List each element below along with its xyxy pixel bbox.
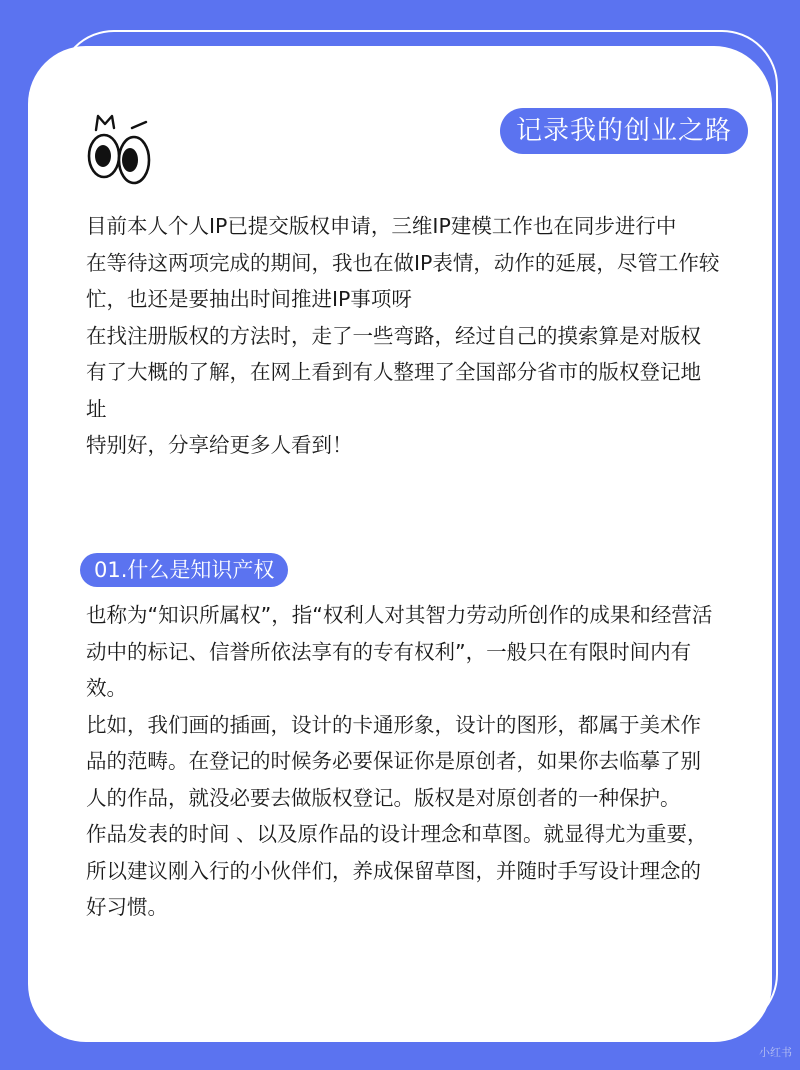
section-body-text [86,597,720,926]
section-heading-badge: 01.什么是知识产权 [80,553,288,587]
header-title-badge: 记录我的创业之路 [500,108,748,154]
section-paragraph: 也称为“知识所属权”，指“权利人对其智力劳动所创作的成果和经营活动中的标记、信誉所依法享有的专有权利”，一般只在有限时间内有效。 [86,603,713,700]
section-paragraph: 作品发表的时间 、以及原作品的设计理念和草图。就显得尤为重要，所以建议刚入行的小伙伴们，养成保留草图，并随时手写设计理念的好习惯。 [86,822,708,919]
section-paragraph: 比如，我们画的插画，设计的卡通形象，设计的图形，都属于美术作品的范畴。在登记的时候务必要保证你是原创者，如果你去临摹了别人的作品，就没必要去做版权登记。版权是对原创者的一种保护。 [86,712,701,810]
intro-paragraph: 在等待这两项完成的期间，我也在做IP表情，动作的延展，尽管工作较忙，也还是要抽出时间推进IP事项呀 [86,250,720,311]
watermark: 小红书 [759,1046,792,1059]
cartoon-eyes-icon [84,112,160,188]
intro-paragraph: 在找注册版权的方法时，走了一些弯路，经过自己的摸索算是对版权有了大概的了解，在网上看到有人整理了全国部分省市的版权登记地址 [86,323,701,421]
intro-text [86,208,720,464]
intro-paragraph: 特别好，分享给更多人看到！ [86,433,353,457]
intro-paragraph: 目前本人个人IP已提交版权申请，三维IP建模工作也在同步进行中 [86,214,677,238]
